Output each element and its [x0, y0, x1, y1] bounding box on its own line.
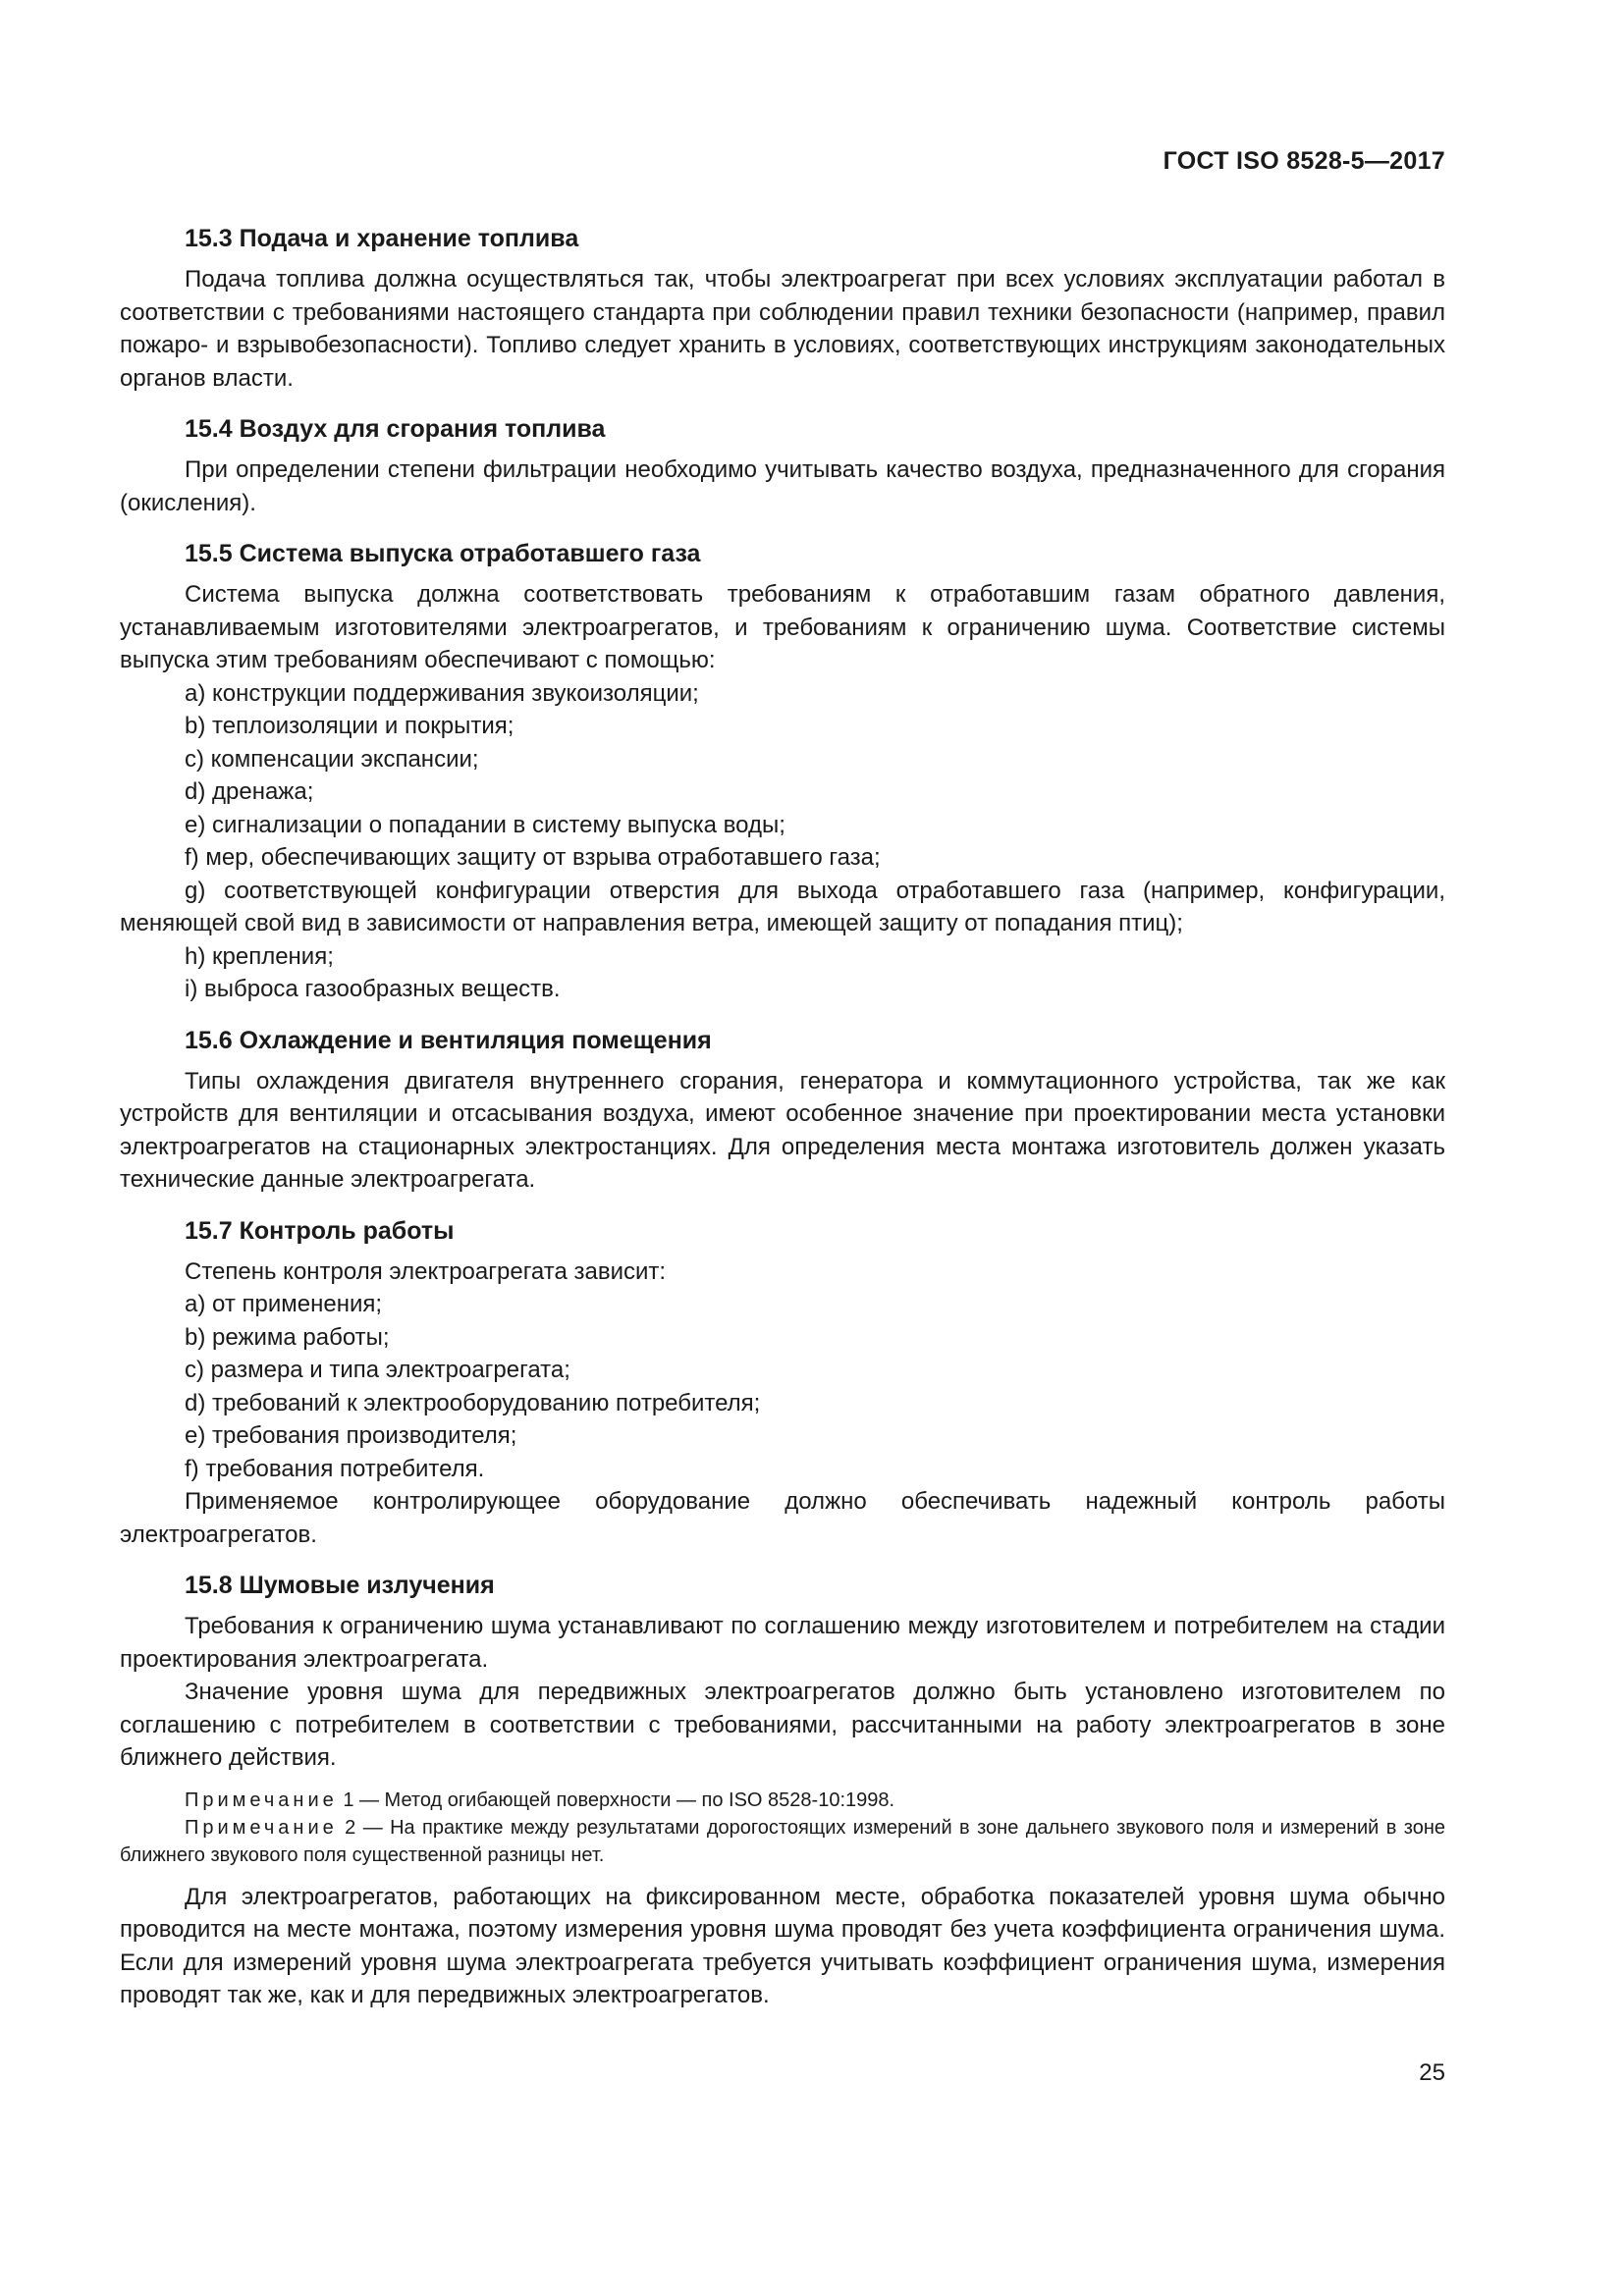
list-item: f) требования потребителя.: [185, 1455, 485, 1482]
section-title-15-6: 15.6 Охлаждение и вентиляция помещения: [185, 1026, 712, 1054]
list-item: a) от применения;: [185, 1291, 383, 1317]
list-item: b) режима работы;: [185, 1323, 390, 1351]
section-title-15-5: 15.5 Система выпуска отработавшего газа: [185, 540, 701, 567]
list-item: b) теплоизоляции и покрытия;: [185, 713, 514, 739]
document-body: [120, 222, 1445, 2012]
paragraph: Применяемое контролирующее оборудование должно обеспечивать надежный контроль работы электроагрегатов.: [120, 1488, 1445, 1548]
list-item: f) мер, обеспечивающих защиту от взрыва отработавшего газа;: [185, 844, 881, 871]
section-title-15-8: 15.8 Шумовые излучения: [185, 1572, 495, 1599]
list-item: e) сигнализации о попадании в систему выпуска воды;: [185, 811, 785, 838]
list-item: d) дренажа;: [185, 778, 314, 805]
document-page: [120, 0, 1445, 2296]
note-label: Примечание: [185, 1789, 338, 1811]
paragraph: Система выпуска должна соответствовать требованиям к отработавшим газам обратного давления, устанавливаемым изготовителями электроагрегатов, и требованиям к ограничению шума. Соответствие системы выпуска этим требованиям обеспечивают с помощью:: [120, 581, 1445, 673]
note-label: Примечание: [185, 1816, 338, 1839]
list-item: a) конструкции поддерживания звукоизоляции;: [185, 679, 699, 707]
exhaust-requirements-list: [120, 677, 1445, 1006]
list-item: e) требования производителя;: [185, 1422, 517, 1449]
paragraph: Подача топлива должна осуществляться так, чтобы электроагрегат при всех условиях эксплуатации работал в соответствии с требованиями настоящего стандарта при соблюдении правил техники безопасности (например, правил пожаро- и взрывобезопасности). Топливо следует хранить в условиях, соответствующих инструкциям законодательных органов власти.: [120, 266, 1445, 392]
list-item: h) крепления;: [185, 942, 334, 970]
note-text: 2 — На практике между результатами дорогостоящих измерений в зоне дальнего звукового поля и измерений в зоне ближнего звукового поля существенной разницы нет.: [120, 1816, 1445, 1866]
paragraph: Типы охлаждения двигателя внутреннего сгорания, генератора и коммутационного устройства, так же как устройств для вентиляции и отсасывания воздуха, имеют особенное значение при проектировании места установки электроагрегатов на стационарных электростанциях. Для определения места монтажа изготовитель должен указать технические данные электроагрегата.: [120, 1067, 1445, 1193]
paragraph: Степень контроля электроагрегата зависит:: [185, 1257, 667, 1285]
paragraph: Требования к ограничению шума устанавливают по соглашению между изготовителем и потребителем на стадии проектирования электроагрегата.: [120, 1613, 1445, 1673]
list-item: d) требований к электрооборудованию потребителя;: [185, 1389, 761, 1416]
list-item: i) выброса газообразных веществ.: [185, 976, 561, 1002]
list-item: g) соответствующей конфигурации отверстия для выхода отработавшего газа (например, конфигурации, меняющей свой вид в зависимости от направления ветра, имеющей защиту от попадания птиц);: [120, 877, 1445, 936]
note-2: [120, 1814, 1445, 1869]
paragraph: Для электроагрегатов, работающих на фиксированном месте, обработка показателей уровня шума обычно проводится на месте монтажа, поэтому измерения уровня шума проводят без учета коэффициента ограничения шума. Если для измерений уровня шума электроагрегата требуется учитывать коэффициент ограничения шума, измерения проводят так же, как и для передвижных электроагрегатов.: [120, 1883, 1445, 2008]
document-header: ГОСТ ISO 8528-5—2017: [1163, 147, 1445, 175]
section-title-15-3: 15.3 Подача и хранение топлива: [185, 225, 579, 252]
list-item: c) компенсации экспансии;: [185, 745, 479, 773]
page-number: 25: [1419, 2059, 1445, 2086]
paragraph: Значение уровня шума для передвижных электроагрегатов должно быть установлено изготовителем по соглашению с потребителем в соответствии с требованиями, рассчитанными на работу электроагрегатов в зоне ближнего действия.: [120, 1679, 1445, 1771]
note-text: 1 — Метод огибающей поверхности — по ISO 8528-10:1998.: [337, 1789, 895, 1811]
control-factors-list: [120, 1288, 1445, 1485]
note-1: [120, 1787, 1445, 1814]
paragraph: При определении степени фильтрации необходимо учитывать качество воздуха, предназначенного для сгорания (окисления).: [120, 456, 1445, 516]
list-item: c) размера и типа электроагрегата;: [185, 1357, 570, 1383]
section-title-15-7: 15.7 Контроль работы: [185, 1216, 455, 1245]
section-title-15-4: 15.4 Воздух для сгорания топлива: [185, 415, 606, 443]
